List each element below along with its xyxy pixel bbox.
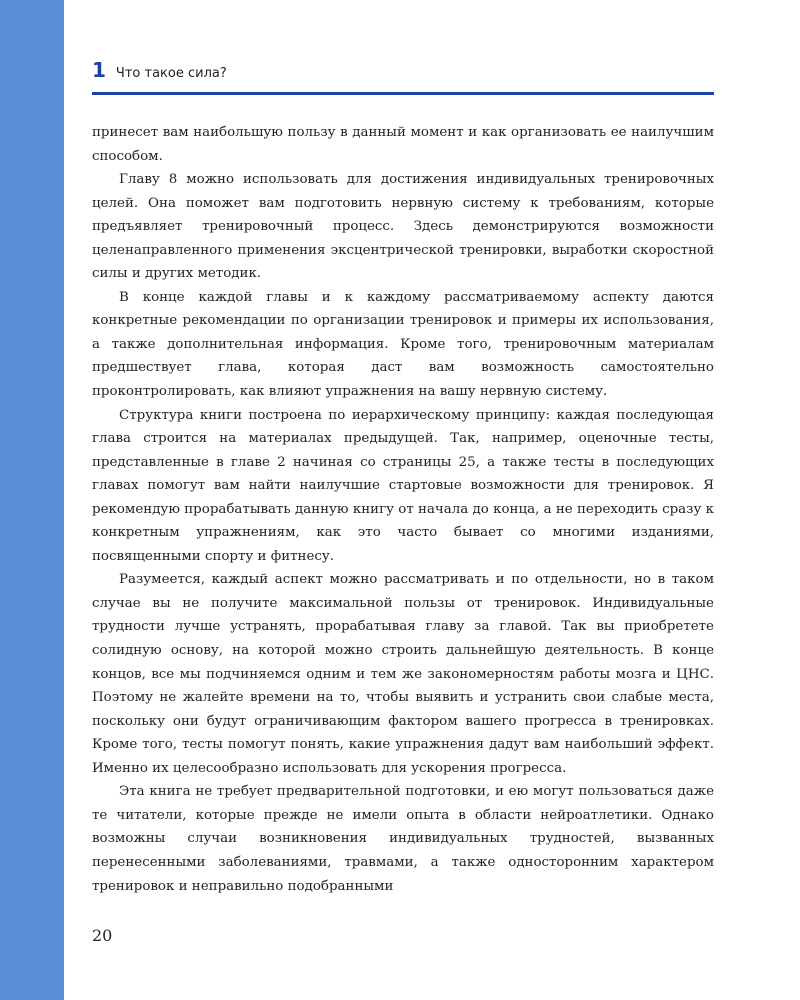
paragraph: Главу 8 можно использовать для достижения индивидуальных тренировочных целей. Она поможет вам подготовить нервную систему к требованиям, которые предъявляет тренировочный процесс. Здесь демонстрируются возможности целенаправленного применения эксцентрической тренировки, выработки скоростной силы и других методик. (92, 172, 714, 282)
paragraph: Разумеется, каждый аспект можно рассматривать и по отдельности, но в таком случае вы не получите максимальной пользы от тренировок. Индивидуальные трудности лучше устранять, прорабатывая главу за главой. Так вы приобретете солидную основу, на которой можно строить дальнейшую деятельность. В конце концов, все мы подчиняемся одним и тем же закономерностям работы мозга и ЦНС. Поэтому не жалейте времени на то, чтобы выявить и устранить свои слабые места, поскольку они будут ограничивающим фактором вашего прогресса в тренировках. Кроме того, тесты помогут понять, какие упражнения дадут вам наибольший эффект. Именно их целесообразно использовать для ускорения прогресса. (92, 572, 714, 776)
body-text (92, 121, 714, 898)
header-rule (92, 92, 714, 95)
paragraph: Эта книга не требует предварительной подготовки, и ею могут пользоваться даже те читатели, которые прежде не имели опыта в области нейроатлетики. Однако возможны случаи возникновения индивидуальных трудностей, вызванных перенесенными заболеваниями, травмами, а также односторонним характером тренировок и неправильно подобранными (92, 784, 714, 894)
paragraph: принесет вам наибольшую пользу в данный момент и как организовать ее наилучшим способом. (92, 125, 714, 164)
running-header (92, 58, 714, 92)
chapter-number: 1 (92, 58, 106, 82)
side-color-band (0, 0, 64, 1000)
page-number: 20 (92, 926, 113, 945)
paragraph: В конце каждой главы и к каждому рассматриваемому аспекту даются конкретные рекомендации по организации тренировок и примеры их использования, а также дополнительная информация. Кроме того, тренировочным материалам предшествует глава, которая даст вам возможность самостоятельно проконтролировать, как влияют упражнения на вашу нервную систему. (92, 289, 714, 400)
chapter-title: Что такое сила? (115, 66, 227, 81)
paragraph: Структура книги построена по иерархическому принципу: каждая последующая глава строится на материалах предыдущей. Так, например, оценочные тесты, представленные в главе 2 начиная со страницы 25, а также тесты в последующих главах помогут вам найти наилучшие стартовые возможности для тренировок. Я рекомендую прорабатывать данную книгу от начала до конца, а не переходить сразу к конкретным упражнениям, как это часто бывает со многими изданиями, посвященными спорту и фитнесу. (92, 407, 714, 564)
